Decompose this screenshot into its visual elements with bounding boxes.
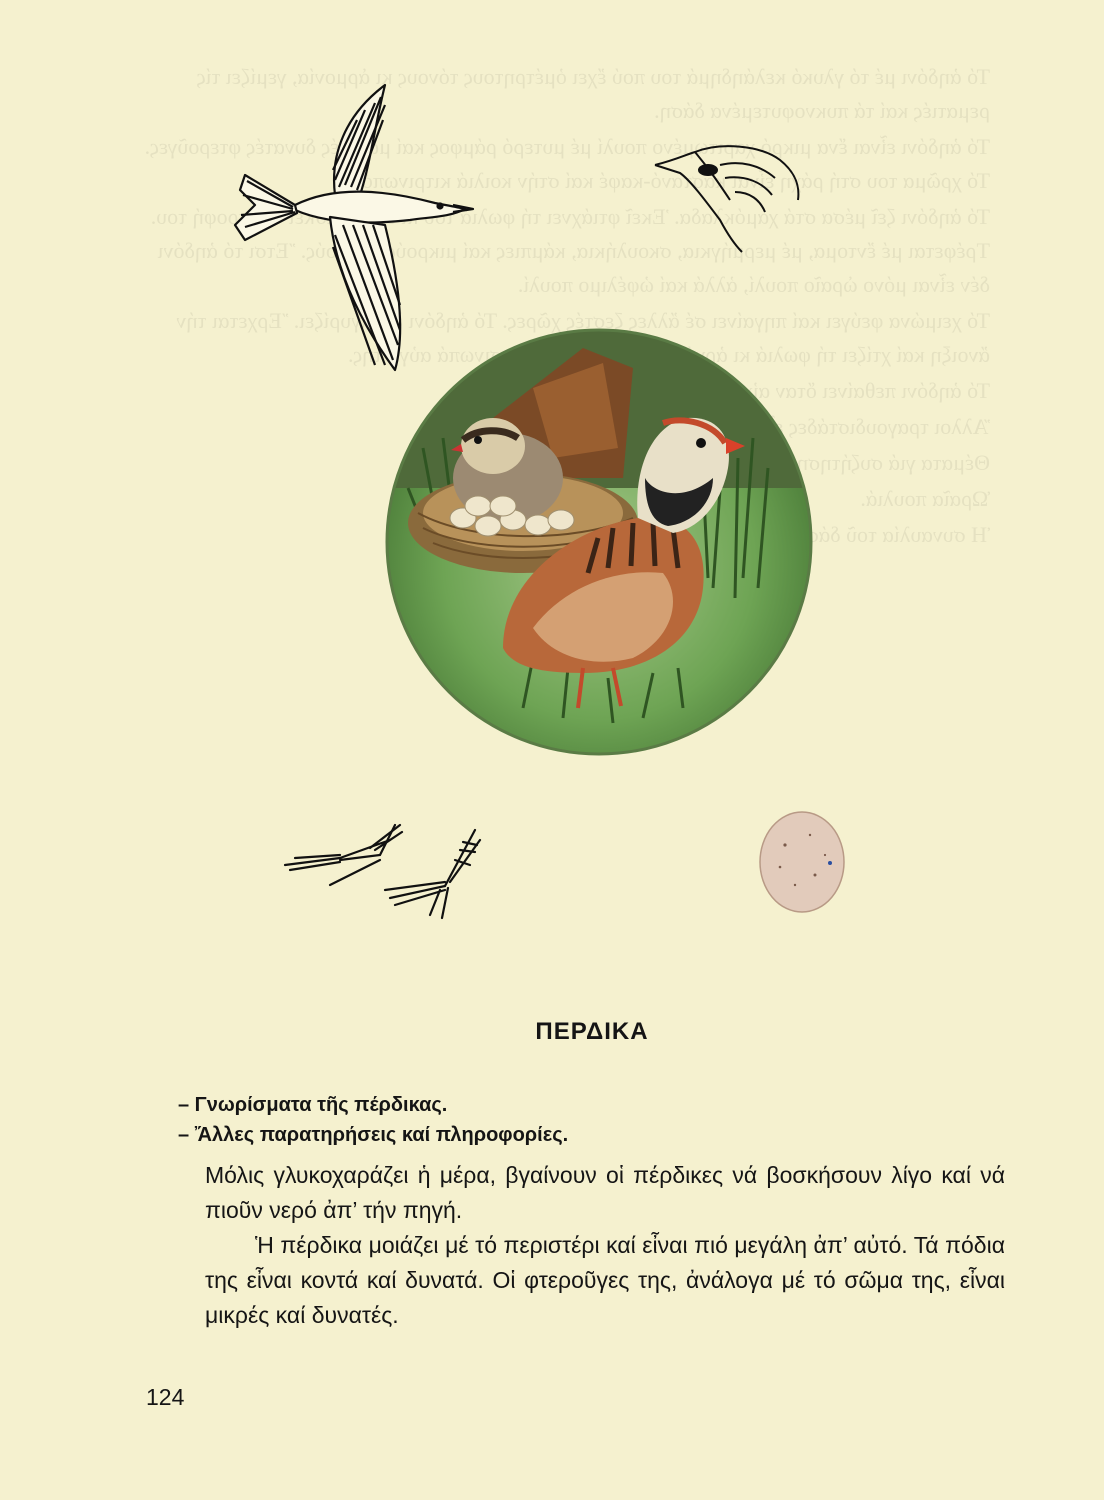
topics-list: [178, 1090, 568, 1150]
show-through-line: Τό ἀηδόνι ζεῖ μέσα στά χαμόκλαδα. Ἐκεῖ φτιάχνει τή φωλιά του κι ἐκεῖ βρίσκει τήν τροφή του. Τρέφεται μέ ἔντομα, μέ μερμήγκια, σκουλήκια, κάμπιες καί μικρούς καρπούς. Ἔτσι τό ἀηδόνι δέν εἶναι μόνο ὡραῖο πουλί, ἀλλά καί ὠφέλιμο πουλί.: [150, 204, 990, 297]
show-through-line: Ἄλλοι τραγουδιστάδες: [789, 414, 990, 439]
show-through-line: Τό ἀηδόνι μέ τό γλυκό κελάηδημά του πού ἔχει ὀμέτρητους τόνους κι ἁρμονία, γεμίζει τίς ρεματιές καί τά πυκνοφυτεμένα δάση.: [196, 64, 990, 123]
bird-feet-illustration: [280, 820, 485, 920]
show-through-line: Θέματα γιά συζήτηση:: [790, 450, 990, 475]
paragraph: Μόλις γλυκοχαράζει ἡ μέρα, βγαίνουν οἱ πέρδικες νά βοσκήσουν λίγο καί νά πιοῦν νερό ἀπ’ τήν πηγή.: [205, 1162, 1005, 1223]
egg-illustration: [755, 805, 850, 915]
show-through-line: Ἡ συναυλία τοῦ δάσους.: [770, 522, 990, 547]
show-through-line: Ὡραῖα πουλιά.: [860, 486, 990, 511]
show-through-line: Τό χειμώνα φεύγει καί πηγαίνει σέ ἄλλες ζεστές χῶρες. Τό ἀηδόνι ξαναγυρίζει. Ἔρχεται τήν ἄνοιξη καί χτίζει τή φωλιά κι πρασινωπά αὐγά της.: [176, 308, 990, 367]
topic-item: – Ἄλλες παρατηρήσεις καί πληροφορίες.: [178, 1124, 569, 1146]
show-through-line: Τό ἀηδόνι εἶναι ἕνα μικρό χαριτωμένο πουλί μέ μυτερό ράμφος καί μακριές δυνατές φτεροῦγες. Τό χρῶμα του στή ράχη εἶναι καστανό-καφέ καί στήν κοιλιά κιτρινωπό.: [144, 134, 990, 193]
partridge-painting: [383, 328, 815, 758]
topic-item: – Γνωρίσματα τῆς πέρδικας.: [178, 1094, 448, 1116]
show-through-line: Τό ἀηδόνι πεθαίνει ὅταν αἰχμαλωτιστεῖ.: [638, 378, 990, 403]
page-title: ΠΕΡΔΙΚΑ: [535, 1018, 649, 1045]
paragraph: Ἡ πέρδικα μοιάζει μέ τό περιστέρι καί εἶναι πιό μεγάλη ἀπ’ αὐτό. Τά πόδια της εἶναι κοντά καί δυνατά. Οἱ φτεροῦγες της, ἀνάλογα μέ τό σῶμα της, εἶναι μικρές καί δυνατές.: [205, 1232, 1005, 1328]
body-text: [205, 1158, 1005, 1333]
bird-head-illustration: [650, 140, 810, 255]
page-number: 124: [146, 1384, 185, 1410]
